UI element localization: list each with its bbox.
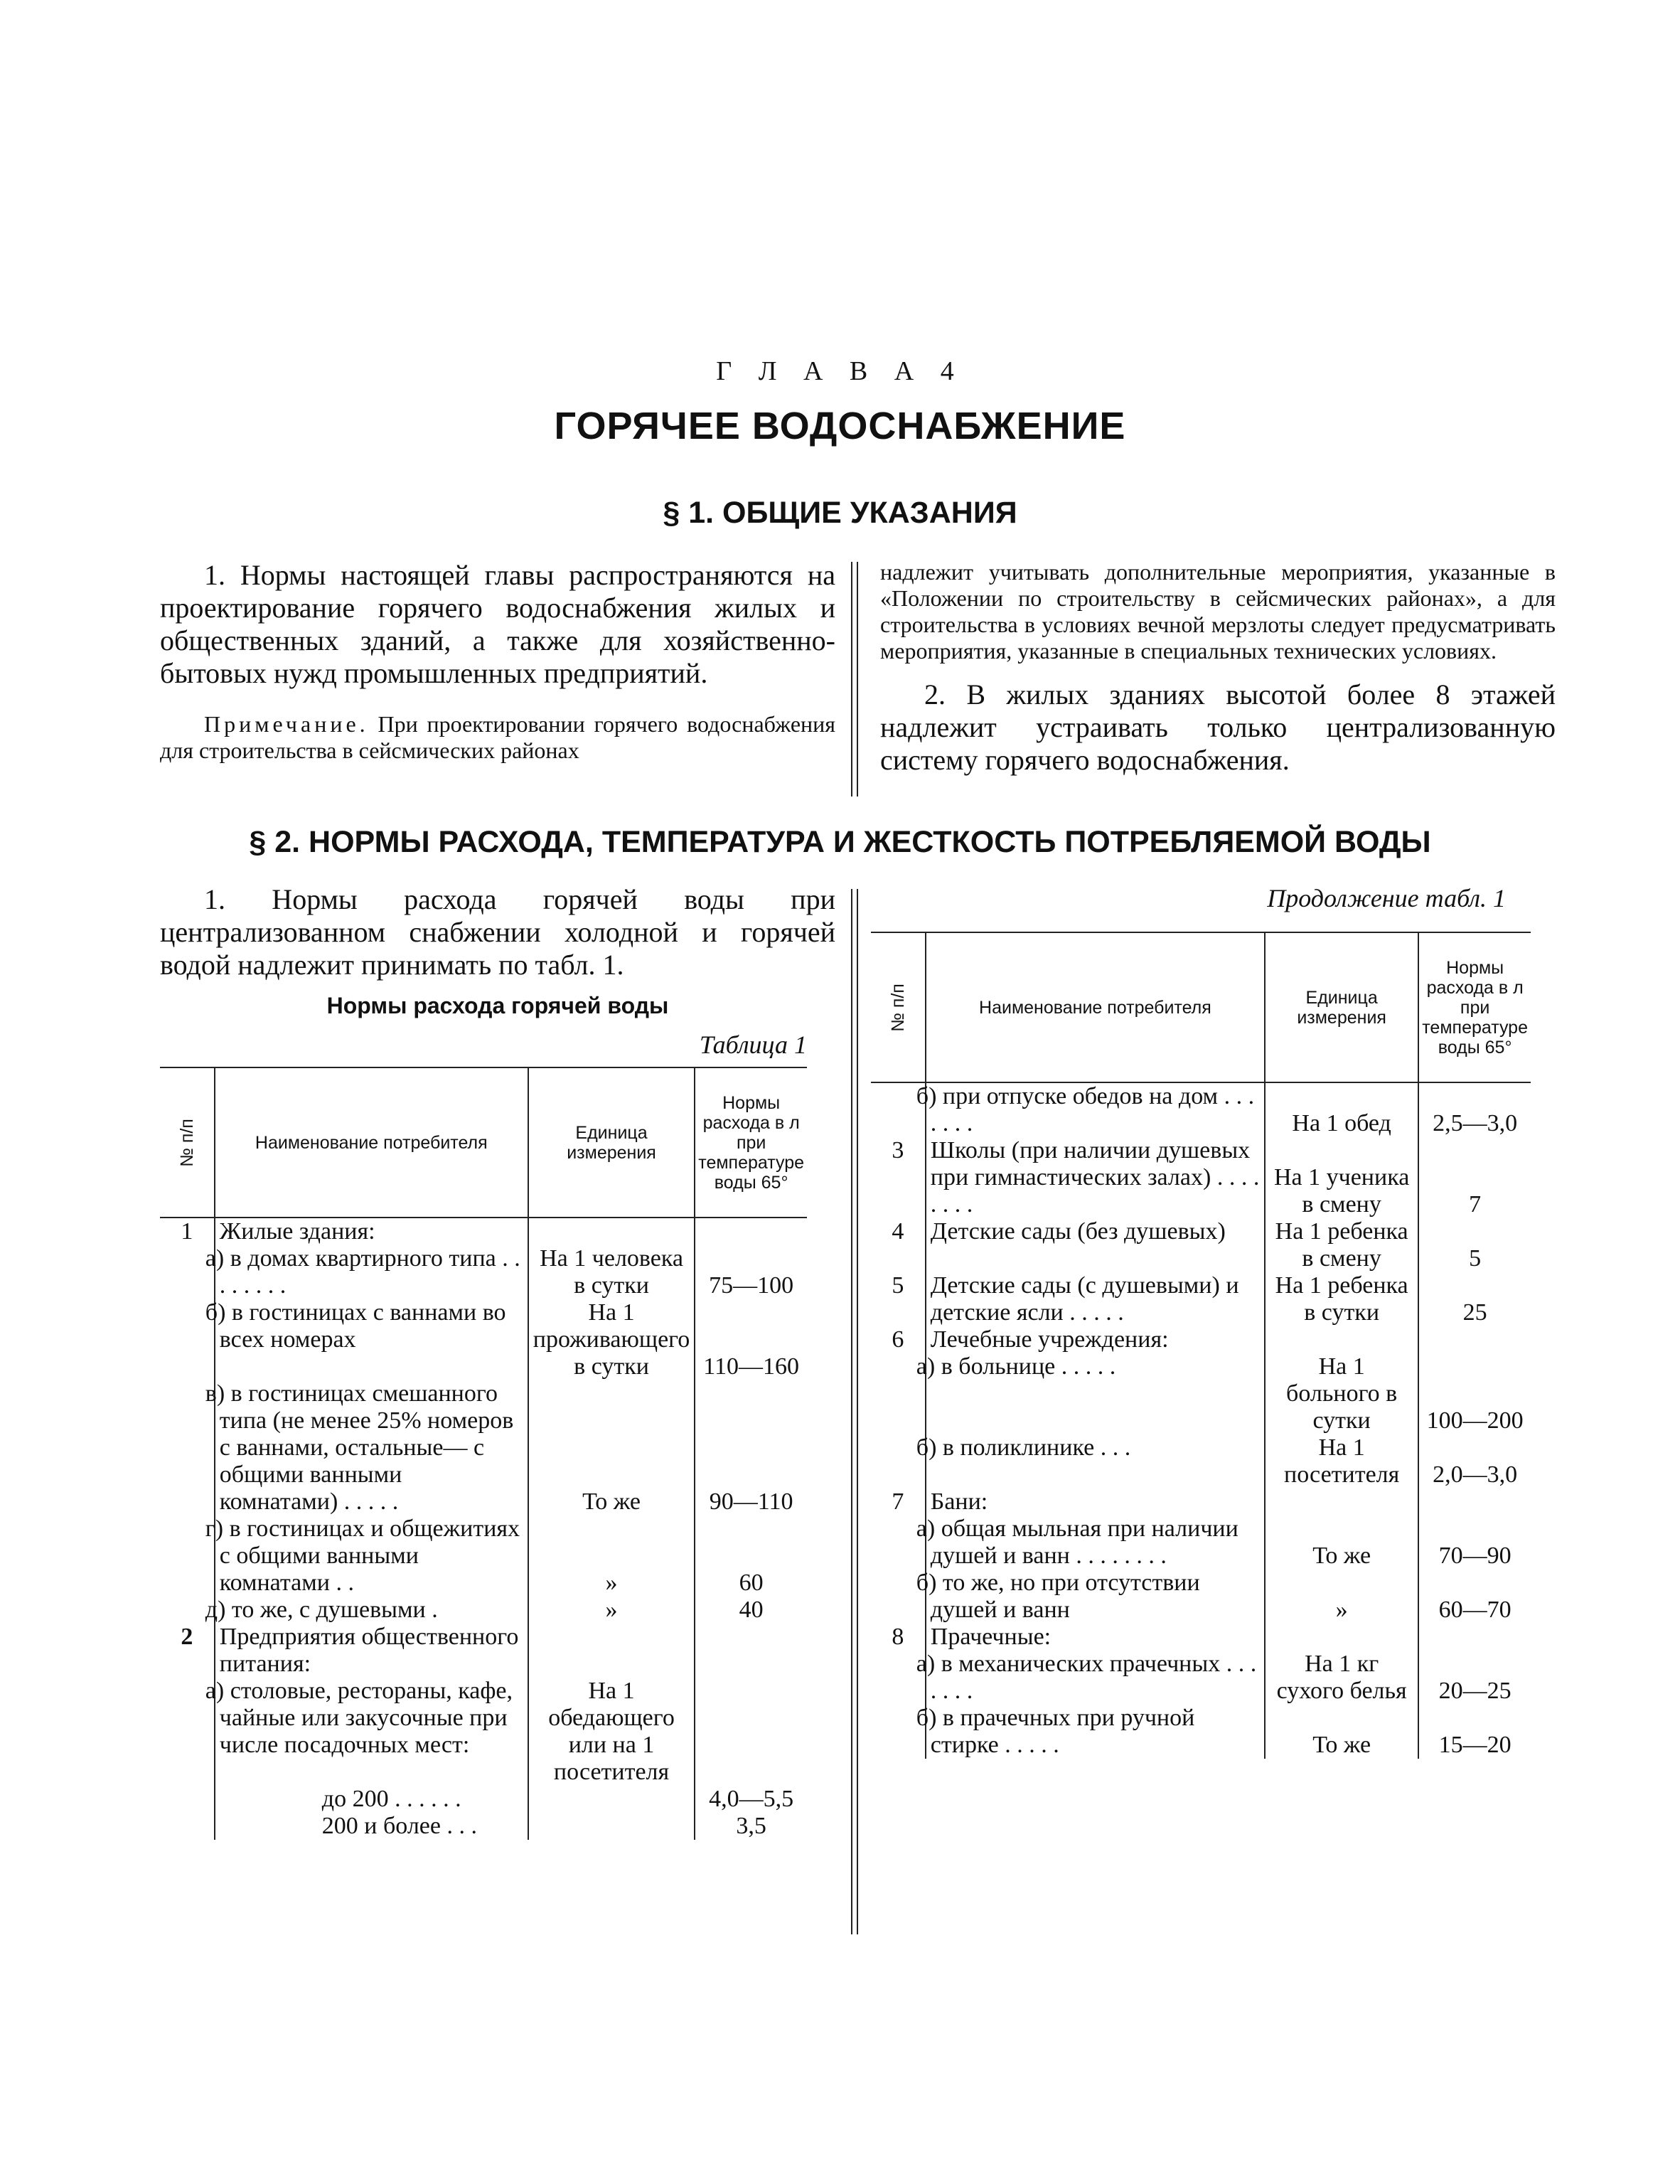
table-row bbox=[871, 1082, 1531, 1137]
header-name: Наименование потребителя bbox=[215, 1068, 528, 1218]
row-unit bbox=[528, 1218, 695, 1245]
row-value bbox=[695, 1218, 807, 1245]
row-name: а) в механических прачечных . . . . . . . bbox=[926, 1651, 1265, 1705]
row-value: 7 bbox=[1418, 1137, 1531, 1218]
row-unit: То же bbox=[528, 1380, 695, 1516]
row-value: 4,0—5,5 bbox=[695, 1786, 807, 1813]
row-name: Школы (при наличии душевых при гимнастических залах) . . . . . . . . bbox=[926, 1137, 1265, 1218]
row-value: 2,5—3,0 bbox=[1418, 1082, 1531, 1137]
header-num: № п/п bbox=[871, 933, 926, 1082]
table-row bbox=[871, 1137, 1531, 1218]
row-value bbox=[1418, 1488, 1531, 1516]
table-row bbox=[160, 1597, 807, 1624]
table-row bbox=[871, 1326, 1531, 1353]
section1-para1: 1. Нормы настоящей главы распространяются на проектирование горячего водоснабжения жилых и общественных зданий, а также для хозяйственно-бытовых нужд промышленных предприятий. bbox=[160, 559, 835, 689]
row-name: Бани: bbox=[926, 1488, 1265, 1516]
row-name: б) в гостиницах с ваннами во всех номерах bbox=[215, 1299, 528, 1380]
row-num: 8 bbox=[892, 1624, 904, 1650]
norms-table-right bbox=[871, 933, 1531, 1759]
row-value: 60 bbox=[695, 1516, 807, 1597]
row-name: а) в домах квартирного типа . . . . . . . . bbox=[215, 1245, 528, 1299]
row-unit bbox=[528, 1624, 695, 1678]
column-divider bbox=[857, 889, 858, 1934]
row-unit: » bbox=[528, 1516, 695, 1597]
row-name: б) в поликлинике . . . bbox=[926, 1434, 1265, 1488]
section1-right-column bbox=[880, 559, 1556, 777]
row-num: 1 bbox=[181, 1218, 193, 1245]
row-name: 200 и более . . . bbox=[215, 1813, 528, 1840]
row-value: 5 bbox=[1418, 1218, 1531, 1272]
row-name: до 200 . . . . . . bbox=[215, 1786, 528, 1813]
row-unit: То же bbox=[1265, 1705, 1418, 1759]
row-name: Лечебные учреждения: bbox=[926, 1326, 1265, 1353]
row-value: 20—25 bbox=[1418, 1651, 1531, 1705]
table-row bbox=[160, 1516, 807, 1597]
row-unit: На 1 обедающего или на 1 посетителя bbox=[528, 1678, 695, 1786]
row-value bbox=[1418, 1326, 1531, 1353]
row-name: б) в прачечных при ручной стирке . . . . . bbox=[926, 1705, 1265, 1759]
table-caption: Нормы расхода горячей воды bbox=[326, 993, 669, 1018]
row-name: б) то же, но при отсутствии душей и ванн bbox=[926, 1570, 1265, 1624]
row-name: б) при отпуске обедов на дом . . . . . . . bbox=[926, 1082, 1265, 1137]
table-row bbox=[160, 1245, 807, 1299]
note-label: Примечание. bbox=[204, 711, 369, 737]
row-num: 6 bbox=[892, 1326, 904, 1353]
row-unit: На 1 кг сухого белья bbox=[1265, 1651, 1418, 1705]
row-name: а) столовые, рестораны, кафе, чайные или закусочные при числе посадочных мест: bbox=[215, 1678, 528, 1786]
header-name: Наименование потребителя bbox=[926, 933, 1265, 1082]
row-name: а) общая мыльная при наличии душей и ванн . . . . . . . . bbox=[926, 1516, 1265, 1570]
table-row bbox=[871, 1272, 1531, 1326]
header-norm: Нормы расхода в л при температуре воды 65° bbox=[695, 1068, 807, 1218]
table-row bbox=[871, 1516, 1531, 1570]
row-value: 90—110 bbox=[695, 1380, 807, 1516]
row-value bbox=[1418, 1624, 1531, 1651]
row-value: 3,5 bbox=[695, 1813, 807, 1840]
table-row bbox=[871, 1651, 1531, 1705]
row-unit: На 1 больного в сутки bbox=[1265, 1353, 1418, 1434]
table-continuation-label: Продолжение табл. 1 bbox=[1267, 884, 1506, 912]
row-name: г) в гостиницах и общежитиях с общими ванными комнатами . . bbox=[215, 1516, 528, 1597]
section2-heading: § 2. НОРМЫ РАСХОДА, ТЕМПЕРАТУРА И ЖЕСТКОСТЬ ПОТРЕБЛЯЕМОЙ ВОДЫ bbox=[249, 825, 1431, 859]
row-value bbox=[695, 1678, 807, 1786]
row-unit bbox=[528, 1813, 695, 1840]
row-name: д) то же, с душевыми . bbox=[215, 1597, 528, 1624]
chapter-label: Г Л А В А 4 bbox=[716, 356, 964, 386]
row-unit: На 1 человека в сутки bbox=[528, 1245, 695, 1299]
table-header-row bbox=[160, 1068, 807, 1218]
table-row bbox=[871, 1353, 1531, 1434]
row-unit: » bbox=[528, 1597, 695, 1624]
row-unit: На 1 проживающего в сутки bbox=[528, 1299, 695, 1380]
table-row bbox=[160, 1218, 807, 1245]
header-norm: Нормы расхода в л при температуре воды 65° bbox=[1418, 933, 1531, 1082]
row-num: 3 bbox=[892, 1137, 904, 1163]
row-name: Детские сады (без душевых) bbox=[926, 1218, 1265, 1272]
row-value: 25 bbox=[1418, 1272, 1531, 1326]
note-text: При проектировании горячего водоснабжения для строительства в сейсмических районах bbox=[160, 711, 835, 763]
row-unit bbox=[1265, 1624, 1418, 1651]
row-unit: » bbox=[1265, 1570, 1418, 1624]
row-value: 70—90 bbox=[1418, 1516, 1531, 1570]
row-unit bbox=[1265, 1326, 1418, 1353]
row-value: 15—20 bbox=[1418, 1705, 1531, 1759]
table-row bbox=[160, 1299, 807, 1380]
row-unit bbox=[528, 1786, 695, 1813]
row-name: в) в гостиницах смешанного типа (не менее 25% номеров с ваннами, остальные— с общими ванными комнатами) . . . . . bbox=[215, 1380, 528, 1516]
table-row bbox=[160, 1813, 807, 1840]
table-row bbox=[871, 1488, 1531, 1516]
table-row bbox=[160, 1624, 807, 1678]
table-row bbox=[871, 1624, 1531, 1651]
norms-table-left bbox=[160, 1068, 807, 1840]
section1-note bbox=[160, 711, 835, 764]
row-value bbox=[695, 1624, 807, 1678]
row-name: Жилые здания: bbox=[215, 1218, 528, 1245]
row-name: Детские сады (с душевыми) и детские ясли . . . . . bbox=[926, 1272, 1265, 1326]
row-value: 110—160 bbox=[695, 1299, 807, 1380]
section1-left-column bbox=[160, 559, 835, 764]
table-row bbox=[871, 1705, 1531, 1759]
section1-heading: § 1. ОБЩИЕ УКАЗАНИЯ bbox=[663, 496, 1017, 530]
row-name: а) в больнице . . . . . bbox=[926, 1353, 1265, 1434]
row-num: 5 bbox=[892, 1272, 904, 1299]
header-unit: Единица измерения bbox=[1265, 933, 1418, 1082]
row-num bbox=[160, 1786, 215, 1813]
table-row bbox=[160, 1678, 807, 1786]
row-name: Прачечные: bbox=[926, 1624, 1265, 1651]
table-row bbox=[871, 1570, 1531, 1624]
section2-left-column bbox=[160, 883, 835, 981]
section1-note-continued: надлежит учитывать дополнительные мероприятия, указанные в «Положении по строительству в сейсмических районах», а для строительства в условиях вечной мерзлоты следует предусматривать мероприятия, указанные в специальных технических условиях. bbox=[880, 559, 1556, 664]
row-unit: На 1 ученика в смену bbox=[1265, 1137, 1418, 1218]
section2-para1: 1. Нормы расхода горячей воды при централизованном снабжении холодной и горячей водой надлежит принимать по табл. 1. bbox=[160, 883, 835, 981]
row-value: 40 bbox=[695, 1597, 807, 1624]
table-label: Таблица 1 bbox=[699, 1030, 807, 1059]
table-row bbox=[871, 1434, 1531, 1488]
header-num: № п/п bbox=[160, 1068, 215, 1218]
row-num: 7 bbox=[892, 1488, 904, 1515]
header-unit: Единица измерения bbox=[528, 1068, 695, 1218]
row-value: 100—200 bbox=[1418, 1353, 1531, 1434]
row-value: 75—100 bbox=[695, 1245, 807, 1299]
row-unit: На 1 ребенка в смену bbox=[1265, 1218, 1418, 1272]
table-row bbox=[160, 1380, 807, 1516]
row-unit: На 1 обед bbox=[1265, 1082, 1418, 1137]
row-unit bbox=[1265, 1488, 1418, 1516]
column-divider bbox=[851, 889, 852, 1934]
column-divider bbox=[851, 562, 852, 797]
row-num bbox=[160, 1813, 215, 1840]
row-name: Предприятия общественного питания: bbox=[215, 1624, 528, 1678]
page-title: ГОРЯЧЕЕ ВОДОСНАБЖЕНИЕ bbox=[554, 405, 1126, 447]
table-row bbox=[871, 1218, 1531, 1272]
row-unit: На 1 посетителя bbox=[1265, 1434, 1418, 1488]
row-num: 4 bbox=[892, 1218, 904, 1245]
row-value: 2,0—3,0 bbox=[1418, 1434, 1531, 1488]
table-row bbox=[160, 1786, 807, 1813]
row-unit: На 1 ребенка в сутки bbox=[1265, 1272, 1418, 1326]
row-num: 2 bbox=[181, 1624, 193, 1650]
table-header-row bbox=[871, 933, 1531, 1082]
column-divider bbox=[857, 562, 858, 797]
row-value: 60—70 bbox=[1418, 1570, 1531, 1624]
row-unit: То же bbox=[1265, 1516, 1418, 1570]
section1-para2: 2. В жилых зданиях высотой более 8 этажей надлежит устраивать только централизованную систему горячего водоснабжения. bbox=[880, 678, 1556, 776]
